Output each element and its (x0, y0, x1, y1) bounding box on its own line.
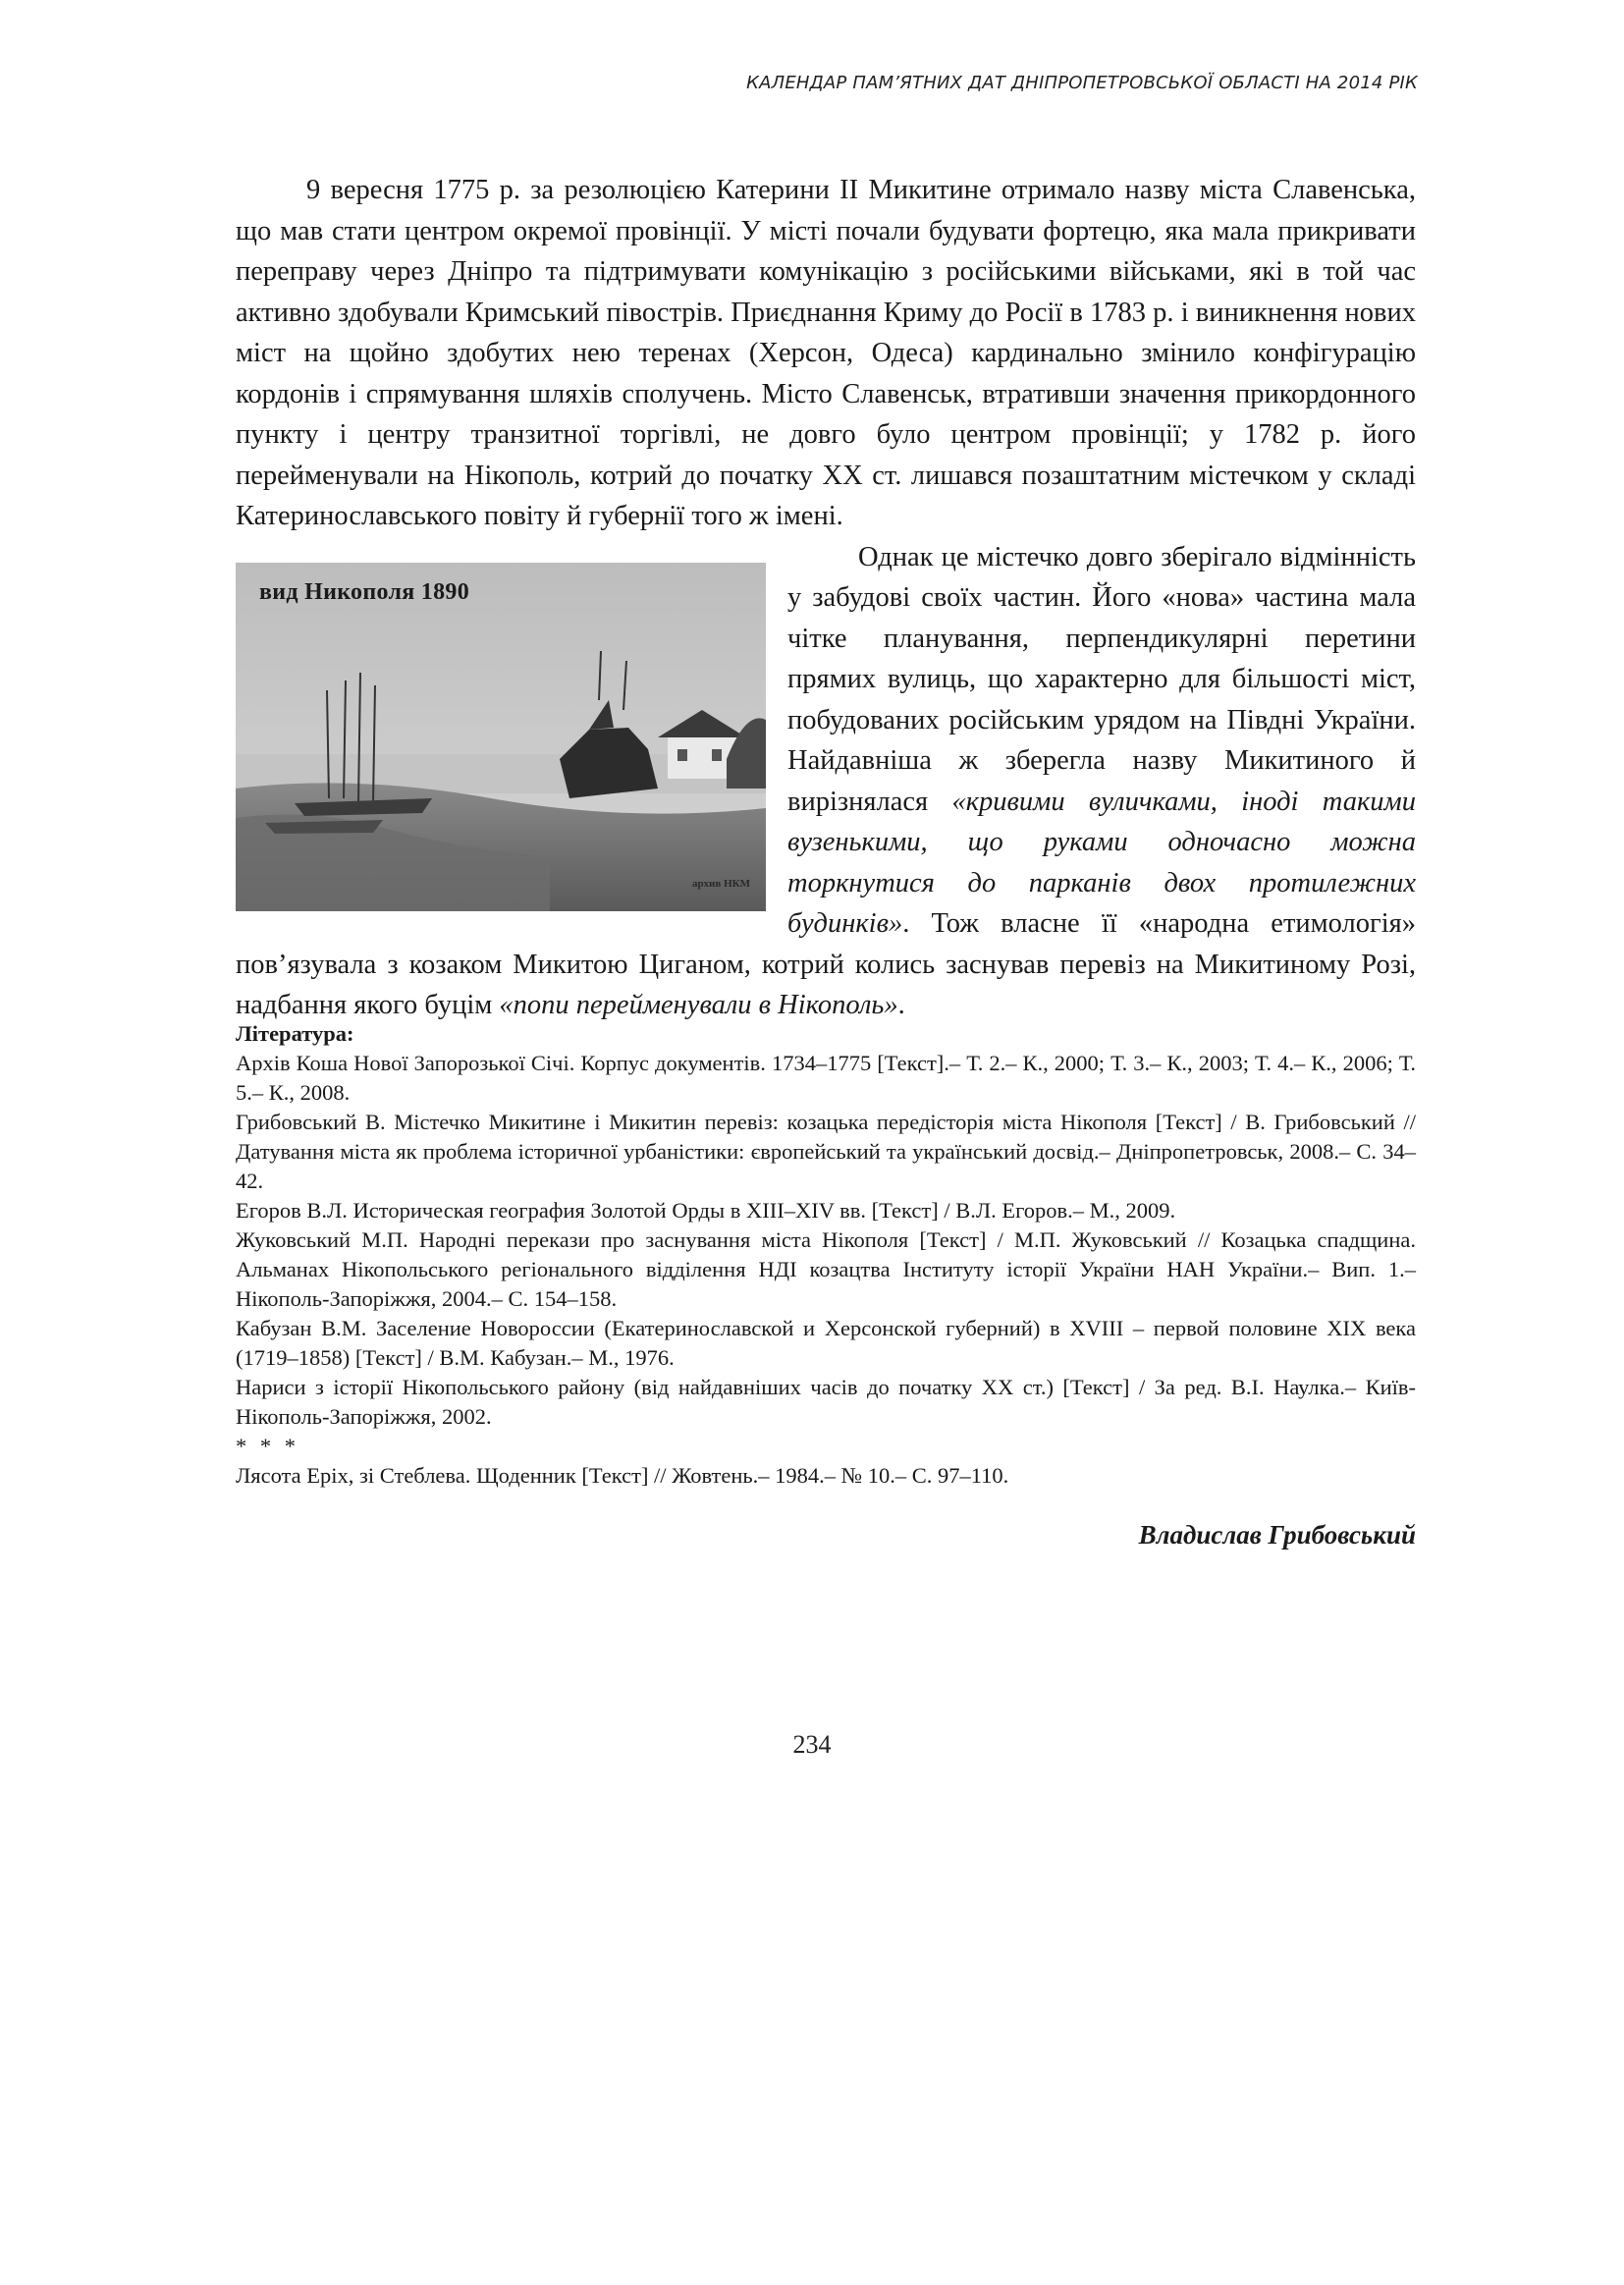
paragraph-1: 9 вересня 1775 р. за резолюцією Катерини ІІ Микитине отримало назву міста Славенська, що мав стати центром окремої провінції. У місті почали будувати фортецю, яка мала прикривати переправу через Дніпро та підтримувати комунікацію з російськими військами, які в той час активно здобували Кримський півострів. Приєднання Криму до Росії в 1783 р. і виникнення нових міст на щойно здобутих нею теренах (Херсон, Одеса) кардинально змінило конфігурацію кордонів і спрямування шляхів сполучень. Місто Славенськ, втративши значення прикордонного пункту і центру транзитної торгівлі, не довго було центром провінції; у 1782 р. його перейменували на Нікополь, котрий до початку ХХ ст. лишався позаштатним містечком у складі Катеринославського повіту й губернії того ж імені. (236, 175, 1416, 531)
photo-caption: вид Никополя 1890 (259, 578, 469, 605)
quote-renamed: «попи перейменували в Нікополь» (499, 990, 898, 1020)
article-body (236, 170, 1416, 1026)
literature-section (236, 1019, 1416, 1579)
paragraph-2-end: . (897, 990, 905, 1020)
literature-title: Література: (236, 1021, 354, 1046)
literature-item: Кабузан В.М. Заселение Новороссии (Екатеринославской и Херсонской губерний) в XVIII – первой половине XIX века (1719–1858) [Текст] / В.М. Кабузан.– М., 1976. (236, 1316, 1416, 1370)
literature-extra-item: Лясота Еріх, зі Стеблева. Щоденник [Текст] // Жовтень.– 1984.– № 10.– С. 97–110. (236, 1463, 1009, 1488)
separator: * * * (236, 1434, 299, 1458)
literature-item: Нариси з історії Нікопольського району (від найдавніших часів до початку ХХ ст.) [Текст] / За ред. В.І. Наулка.– Київ-Нікополь-Запоріжжя, 2002. (236, 1375, 1416, 1429)
literature-item: Егоров В.Л. Историческая география Золотой Орды в XIII–XIV вв. [Текст] / В.Л. Егоров.– М., 2009. (236, 1198, 1176, 1223)
page-number: 234 (792, 1730, 832, 1759)
photo-image (236, 563, 766, 911)
paragraph-2-part-1: Однак це містечко довго зберігало відмінність у забудові своїх частин. Його «нова» частина мала чітке планування, перпендикулярні перетини прямих вулиць, що характерно для більшості міст, побудованих російським урядом на Півдні України. Найдавніша ж зберегла назву Микитиного й вирізнялася (787, 541, 1416, 817)
paragraph-2-part-2: . Тож власне її «народна етимологія» пов’язувала з козаком Микитою Циганом, котрий колись заснував перевіз на Микитиному Розі, надбання якого буцім (236, 908, 1416, 1020)
literature-item: Жуковський М.П. Народні перекази про заснування міста Нікополя [Текст] / М.П. Жуковський // Козацька спадщина. Альманах Нікопольського регіонального відділення НДІ козацтва Інституту історії України НАН України.– Вип. 1.– Нікополь-Запоріжжя, 2004.– С. 154–158. (236, 1227, 1416, 1311)
photo-credit: архив НКМ (691, 878, 750, 890)
literature-item: Архів Коша Нової Запорозької Січі. Корпус документів. 1734–1775 [Текст].– Т. 2.– К., 2000; Т. 3.– К., 2003; Т. 4.– К., 2006; Т. 5.– К., 2008. (236, 1051, 1416, 1105)
author-signature: Владислав Грибовський (1138, 1520, 1416, 1550)
historic-photo (236, 563, 766, 911)
quote-narrow-streets: «кривими вуличками, іноді такими вузенькими, що руками одночасно можна торкнутися до парканів двох протилежних будинків» (787, 786, 1416, 939)
literature-item: Грибовський В. Містечко Микитине і Микитин перевіз: козацька передісторія міста Нікополя [Текст] / В. Грибовський // Датування міста як проблема історичної урбаністики: європейський та український досвід.– Дніпропетровськ, 2008.– С. 34–42. (236, 1110, 1416, 1193)
running-header: КАЛЕНДАР ПАМ’ЯТНИХ ДАТ ДНІПРОПЕТРОВСЬКОЇ ОБЛАСТІ НА 2014 РІК (746, 73, 1418, 93)
